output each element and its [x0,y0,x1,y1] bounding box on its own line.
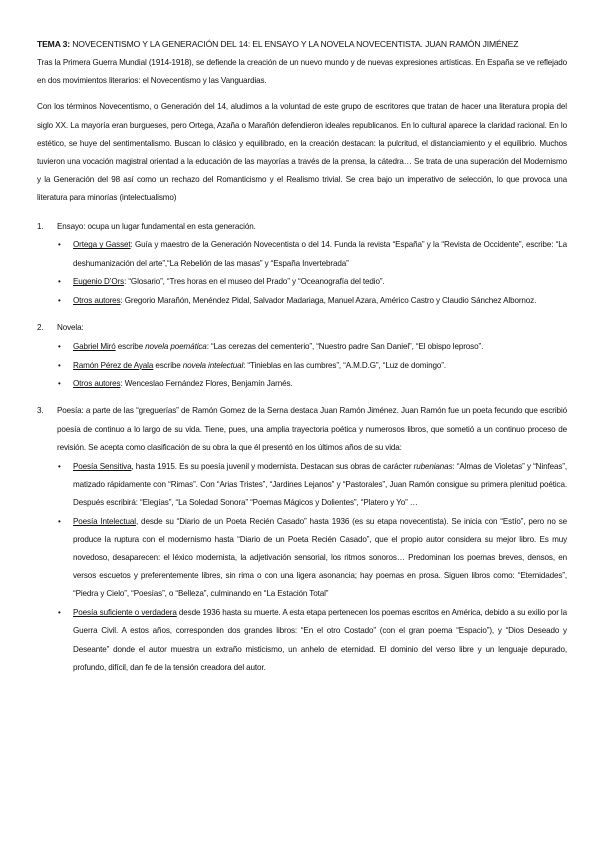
list-item [57,458,567,513]
author-description: : Gregorio Marañón, Menéndez Pidal, Salvador Madariaga, Manuel Azara, Américo Castro y Claudio Sánchez Albornoz. [120,295,537,305]
genre-emphasis: novela intelectual [182,360,244,370]
section-number: 3. [37,406,44,416]
stage-emphasis: rubenianas [413,461,453,471]
list-item [57,273,567,291]
document-title [37,38,567,51]
list-item [57,292,567,310]
stage-name: Poesía suficiente o verdadera [73,608,177,618]
bullet-icon: • [58,379,61,389]
bullet-icon: • [58,277,61,287]
list-item [57,236,567,272]
document-page [37,38,567,686]
stage-name: Poesía Intelectual [73,516,136,526]
list-item [57,338,567,356]
author-name: Otros autores [73,295,121,305]
author-description: : “Tinieblas en las cumbres”, “A.M.D.G”, “Luz de domingo”. [243,360,446,370]
author-name: Otros autores [73,379,121,389]
stage-name: Poesía Sensitiva [73,461,132,471]
connector-text: escribe [115,341,146,351]
list-item [57,513,567,604]
connector-text: escribe [153,360,183,370]
author-name: Ortega y Gasset [73,240,131,250]
bullet-icon: • [58,240,61,250]
section-number: 1. [37,221,44,231]
bullet-icon: • [58,516,61,526]
author-description: : Wenceslao Fernández Flores, Benjamín Jarnés. [120,379,293,389]
stage-description-cont: : “Almas de Violetas” y “Ninfeas”, matizado rápidamente con “Rimas”. Con “Arias Tristes”, “Jardines Lejanos” y “Pastorales”, Juan Ramón consigue su primera plenitud poética. Después escribirá: “Elegías”, “La Soledad Sonora” “Poemas Mágicos y Dolientes”, “Platero y Yo” … [73,461,567,507]
author-description: : Guía y maestro de la Generación Novecentista o del 14. Funda la revista “España” y la “Revista de Occidente”, escribe: “La deshumanización del arte”,“La Rebelión de las masas” y “España Invertebrada” [73,240,567,268]
author-description: : “Las cerezas del cementerio”, “Nuestro padre San Daniel”, “El obispo leproso”. [206,341,484,351]
bullet-icon: • [58,360,61,370]
section-novela [37,319,567,393]
title-label: TEMA 3: [37,39,71,49]
poesia-stages-list [57,458,567,677]
bullet-icon: • [58,461,61,471]
stage-description: , hasta 1915. Es su poesía juvenil y modernista. Destacan sus obras de carácter [131,461,414,471]
sections-list [37,218,567,677]
bullet-icon: • [58,341,61,351]
ensayo-authors-list [57,236,567,310]
intro-paragraph: Tras la Primera Guerra Mundial (1914-1918), se defiende la creación de un nuevo mundo y de nuevas expresiones artísticas. En España se ve reflejado en dos movimientos literarios: el Novecentismo y las Vanguardias. [37,58,567,86]
stage-description: desde 1936 hasta su muerte. A esta etapa pertenecen los poemas escritos en América, debido a su exilio por la Guerra Civil. A estos años, corresponden dos grandes libros: “En el otro Costado” (con el gran poema “Espacio”), y “Dios Deseado y Deseante” donde el autor muestra un extraño misticismo, un anhelo de eternidad. El dominio del verso libre y un lenguaje depurado, profundo, difícil, dan fe de la tensión creadora del autor. [73,608,567,672]
author-name: Eugenio D’Ors [73,277,125,287]
author-name: Ramón Pérez de Ayala [73,360,154,370]
section-poesia [37,402,567,677]
stage-description: , desde su “Diario de un Poeta Recién Casado” hasta 1936 (es su etapa novecentista). Se inicia con “Estío”, pero no se produce la ruptura con el modernismo hasta “Diario de un Poeta Recién Casado”, que el propio autor considera su mejor libro. Es muy novedoso, desaparecen: el léxico modernista, la adjetivación sensorial, los ritmos sonoros… Predominan los poemas breves, densos, en versos escuetos y preferentemente libres, sin rima o con una ligera asonancia; hay poemas en prosa. Siguen libros como: “Eternidades”, “Piedra y Cielo”, “Poesías”, o “Belleza”, culminando en “La Estación Total” [73,516,567,599]
author-description: : “Glosario”, “Tres horas en el museo del Prado” y “Oceanografía del tedio”. [124,277,385,287]
list-item [57,604,567,677]
section-number: 2. [37,323,44,333]
section-heading: Novela: [57,323,84,333]
list-item [57,375,567,393]
novecentismo-paragraph: Con los términos Novecentismo, o Generación del 14, aludimos a la voluntad de este grupo de escritores que tratan de hacer una literatura propia del siglo XX. La mayoría eran burgueses, pero Ortega, Azaña o Marañón defendieron ideales republicanos. En lo cultural aparece la claridad racional. En lo estético, se huye del sentimentalismo. Buscan lo clásico y equilibrado, en la creación destacan: la pulcritud, el distanciamiento y el equilibrio. Muchos tuvieron una vocación magistral orientad a la educación de las mayorías a través de la prensa, la cátedra… Se trata de una superación del Modernismo y la Generación del 98 así como un rechazo del Romanticismo y el Realismo trivial. Se crea bajo un imperativo de selección, lo que provoca una literatura para minorías (intelectualismo) [37,102,567,203]
bullet-icon: • [58,295,61,305]
author-name: Gabriel Miró [73,341,116,351]
genre-emphasis: novela poemática [145,341,207,351]
section-heading: Ensayo: ocupa un lugar fundamental en esta generación. [57,221,256,231]
section-heading: Poesía: a parte de las “greguerías” de Ramón Gomez de la Serna destaca Juan Ramón Jiménez. Juan Ramón fue un poeta fecundo que escribió poesía de continuo a lo largo de su vida. Tiene, pues, una amplia trayectoria poética y numerosos libros, que sometió a un continuo proceso de revisión. Se acepta como clasificación de su obra la que él presentó en los últimos años de su vida: [57,406,567,452]
novela-authors-list [57,338,567,394]
title-text: NOVECENTISMO Y LA GENERACIÓN DEL 14: EL ENSAYO Y LA NOVELA NOVECENTISTA. JUAN RAMÓN JIMÉNEZ [70,39,519,49]
section-ensayo [37,218,567,311]
bullet-icon: • [58,608,61,618]
list-item [57,357,567,375]
